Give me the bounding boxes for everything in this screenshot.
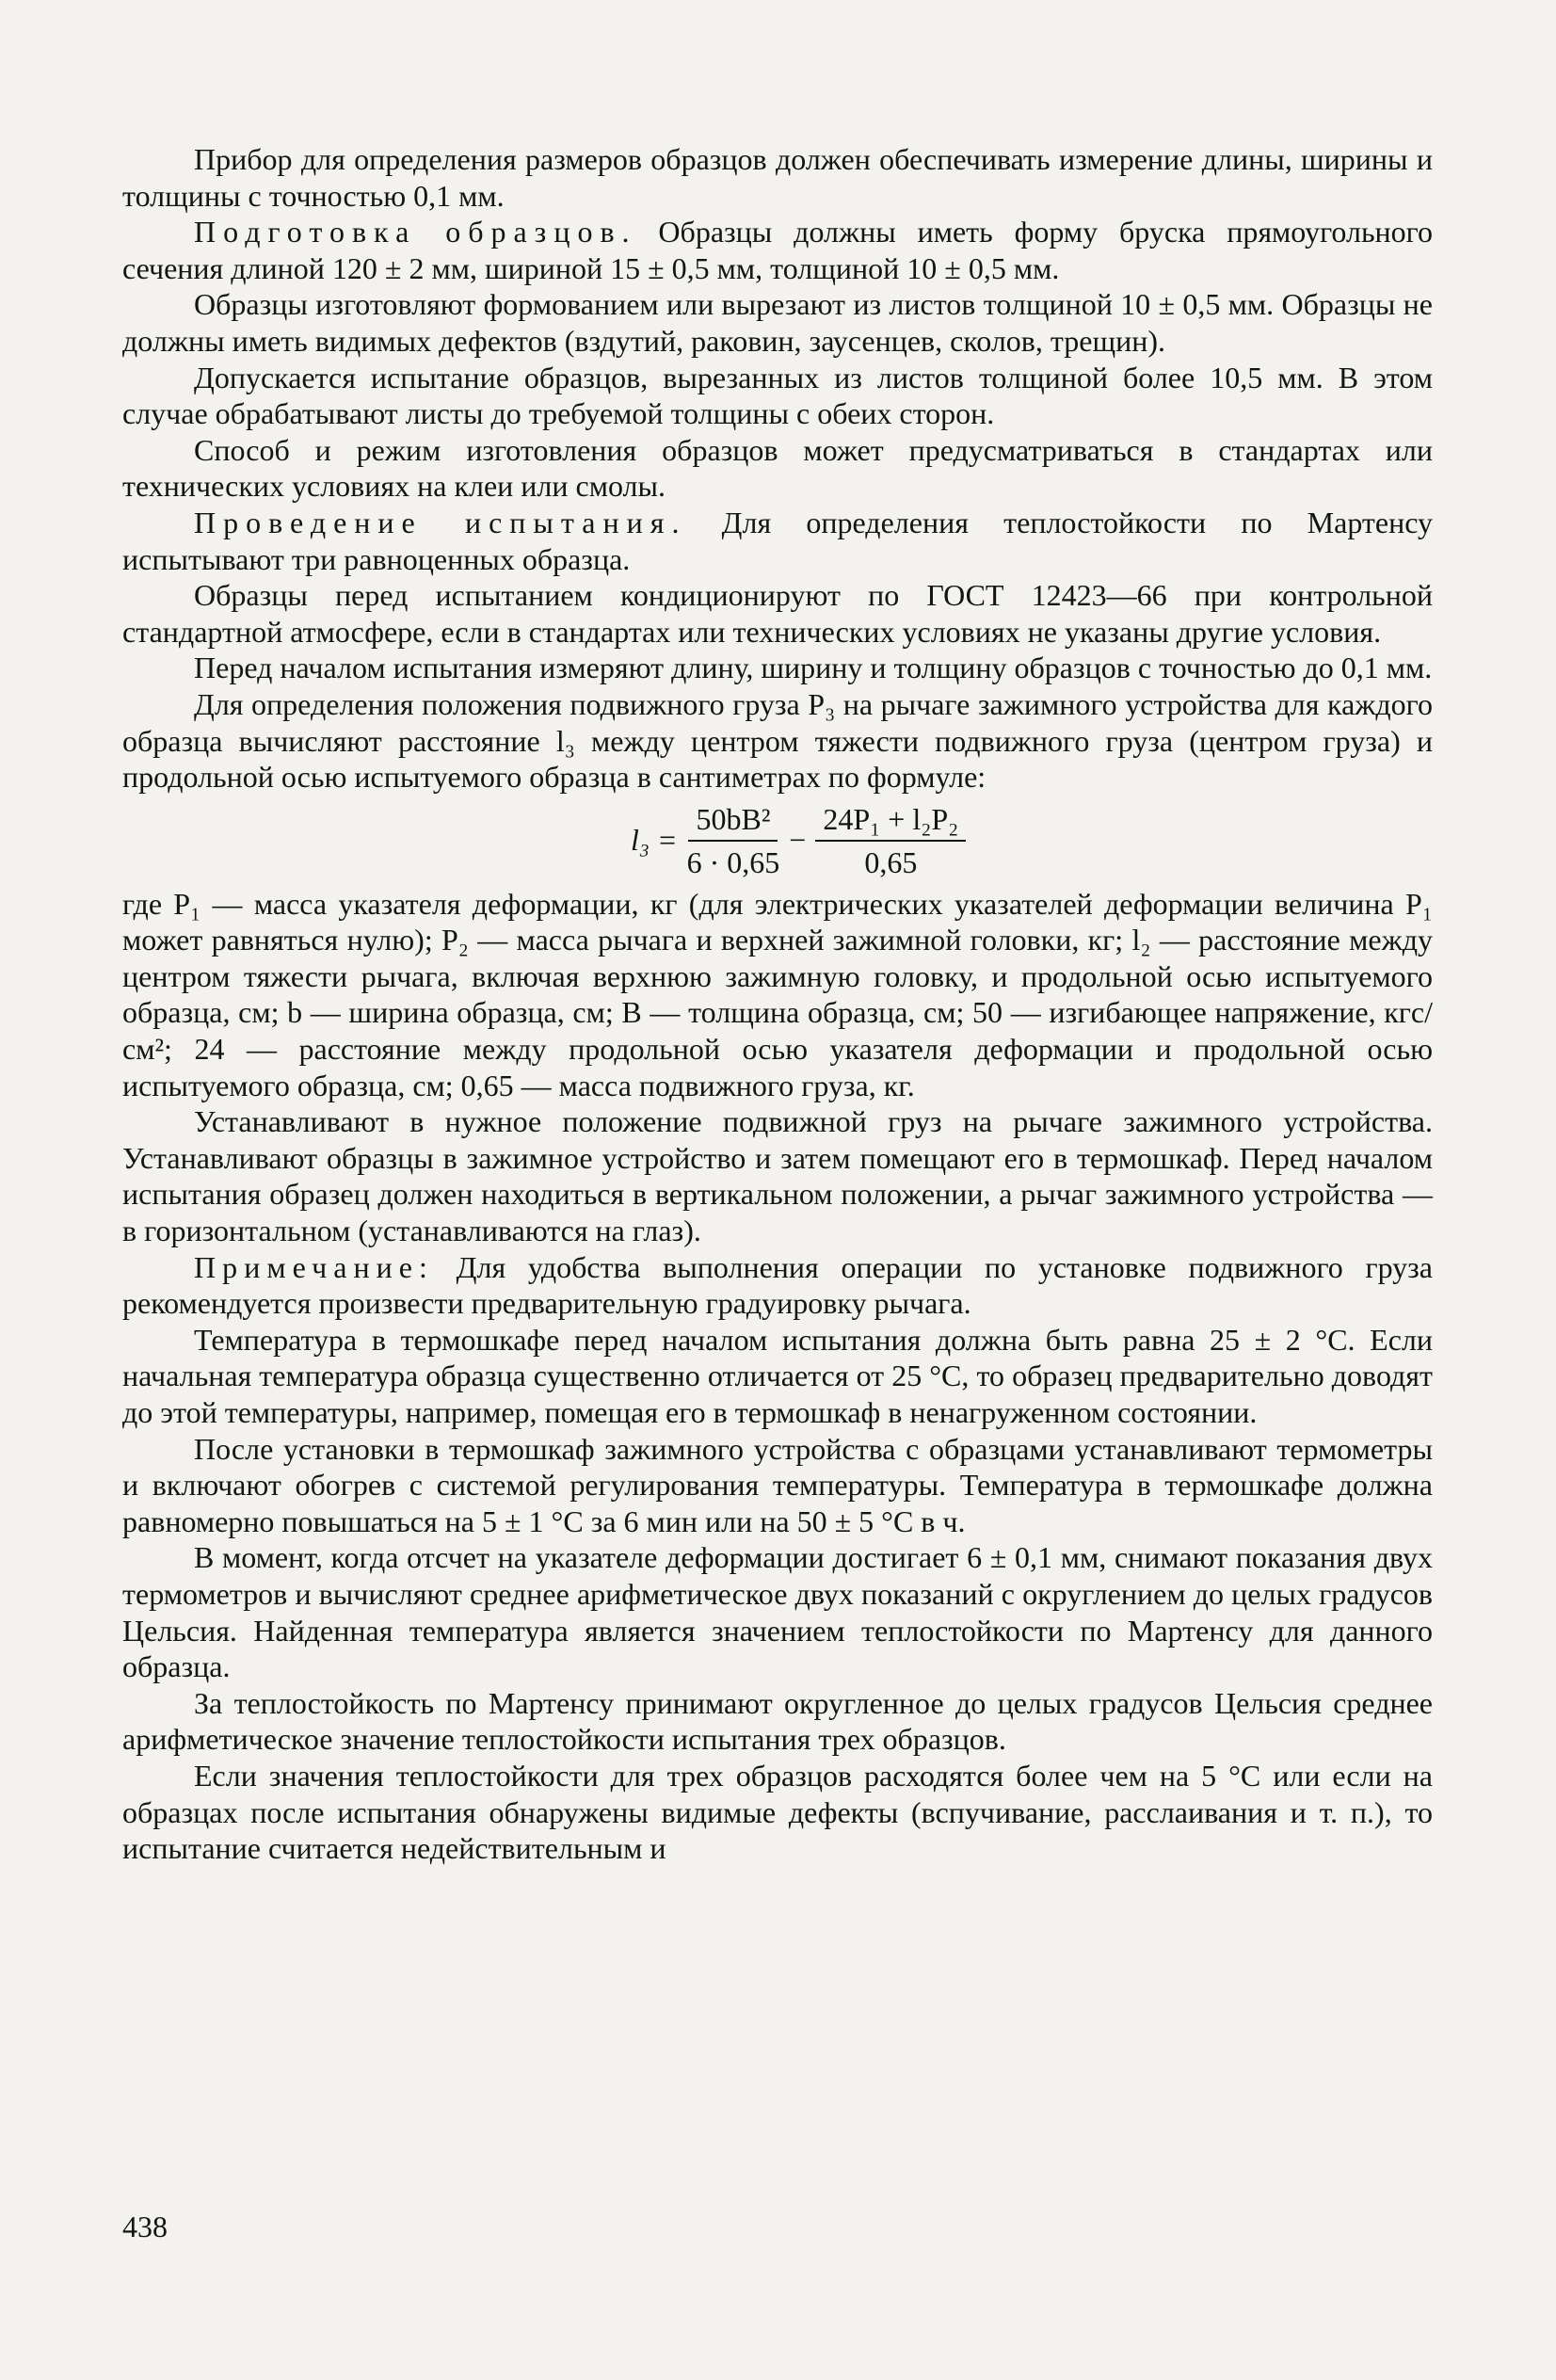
formula-fraction-2 xyxy=(815,802,966,879)
note-text: Для удобства выполнения операции по установке подвижного груза рекомендуется произвести предварительную градуировку рычага. xyxy=(122,1249,1433,1321)
section-heading-preparation: Подготовка образцов. xyxy=(194,215,637,249)
paragraph-instrument: Прибор для определения размеров образцов должен обеспечивать измерение длины, ширины и толщины с точностью 0,1 мм. xyxy=(122,142,1433,213)
paragraph-initial-temperature: Температура в термошкафе перед началом испытания должна быть равна 25 ± 2 °С. Если начальная температура образца существенно отличается от 25 °С, то образец предварительно доводят до этой температуры, например, помещая его в термошкаф в ненагруженном состоянии. xyxy=(122,1322,1433,1429)
formula xyxy=(122,796,1433,886)
formula-fraction-1-denominator: 6 · 0,65 xyxy=(686,844,780,879)
paragraph-measure: Перед началом испытания измеряют длину, ширину и толщину образцов с точностью до 0,1 мм. xyxy=(194,651,1433,685)
paragraph-test-procedure-text: Для определения теплостойкости по Мартенсу испытывают три равноценных образца. xyxy=(122,505,1434,576)
paragraph-reading: В момент, когда отсчет на указателе деформации достигает 6 ± 0,1 мм, снимают показания двух термометров и вычисляют среднее арифметическое двух показаний с округлением до целых градусов Цельсия. Найденная температура является значением теплостойкости по Мартенсу для данного образца. xyxy=(122,1540,1433,1684)
paragraph-weight-position: Для определения положения подвижного груза P₃ на рычаге зажимного устройства для каждого образца вычисляют расстояние l₃ между центром тяжести подвижного груза (центром груза) и продольной осью испытуемого образца в сантиметрах по формуле: xyxy=(122,686,1433,795)
formula-fraction-2-numerator: 24P₁ + l₂P₂ xyxy=(815,802,966,842)
formula-fraction-1-numerator: 50bB² xyxy=(688,802,778,842)
paragraph-heating: После установки в термошкаф зажимного устройства с образцами устанавливают термометры и включают обогрев с системой регулирования температуры. Температура в термошкафе должна равномерно повышаться на 5 ± 1 °С за 6 мин или на 50 ± 5 °С в ч. xyxy=(122,1431,1433,1538)
section-heading-test: Проведение испытания. xyxy=(194,505,687,539)
paragraph-thick-sheets: Допускается испытание образцов, вырезанных из листов толщиной более 10,5 мм. В этом случае обрабатывают листы до требуемой толщины с обеих сторон. xyxy=(122,360,1433,431)
paragraph-installation: Устанавливают в нужное положение подвижной груз на рычаге зажимного устройства. Устанавливают образцы в зажимное устройство и затем помещают его в термошкаф. Перед началом испытания образец должен находиться в вертикальном положении, а рычаг зажимного устройства — в горизонтальном (устанавливаются на глаз). xyxy=(122,1104,1433,1248)
formula-minus: − xyxy=(789,823,807,858)
paragraph-sample-making: Образцы изготовляют формованием или вырезают из листов толщиной 10 ± 0,5 мм. Образцы не должны иметь видимых дефектов (вздутий, раковин, заусенцев, сколов, трещин). xyxy=(122,287,1433,358)
formula-fraction-2-denominator: 0,65 xyxy=(864,844,918,879)
paragraph-conditioning: Образцы перед испытанием кондиционируют по ГОСТ 12423—66 при контрольной стандартной атмосфере, если в стандартах или технических условиях не указаны другие условия. xyxy=(122,578,1433,649)
paragraph-sample-preparation xyxy=(122,214,1433,286)
note-label: Примечание: xyxy=(194,1249,434,1284)
paragraph-sample-preparation-text: Образцы должны иметь форму бруска прямоугольного сечения длиной 120 ± 2 мм, шириной 15 ± 0,5 мм, толщиной 10 ± 0,5 мм. xyxy=(122,215,1433,285)
paragraph-manufacturing-mode: Способ и режим изготовления образцов может предусматриваться в стандартах или технических условиях на клеи или смолы. xyxy=(122,432,1433,504)
page-number: 438 xyxy=(122,2210,168,2243)
note xyxy=(122,1249,1433,1322)
formula-lhs: l₃ = xyxy=(631,823,678,858)
paragraph-result: За теплостойкость по Мартенсу принимают округленное до целых градусов Цельсия среднее арифметическое значение теплостойкости испытания трех образцов. xyxy=(122,1685,1433,1757)
paragraph-invalid-test: Если значения теплостойкости для трех образцов расходятся более чем на 5 °С или если на образцах после испытания обнаружены видимые дефекты (вспучивание, расслаивания и т. п.), то испытание считается недействительным и xyxy=(122,1758,1433,1866)
formula-fraction-1 xyxy=(687,802,780,879)
paragraph-test-procedure xyxy=(122,505,1433,577)
paragraph-variable-definitions: где P₁ — масса указателя деформации, кг (для электрических указателей деформации величина P₁ может равняться нулю); P₂ — масса рычага и верхней зажимной головки, кг; l₂ — расстояние между центром тяжести рычага, включая верхнюю зажимную головку, и продольной осью испытуемого образца, см; b — ширина образца, см; B — толщина образца, см; 50 — изгибающее напряжение, кгс/см²; 24 — расстояние между продольной осью указателя деформации и продольной осью испытуемого образца, см; 0,65 — масса подвижного груза, кг. xyxy=(122,886,1433,1102)
body-text xyxy=(122,141,1433,1867)
